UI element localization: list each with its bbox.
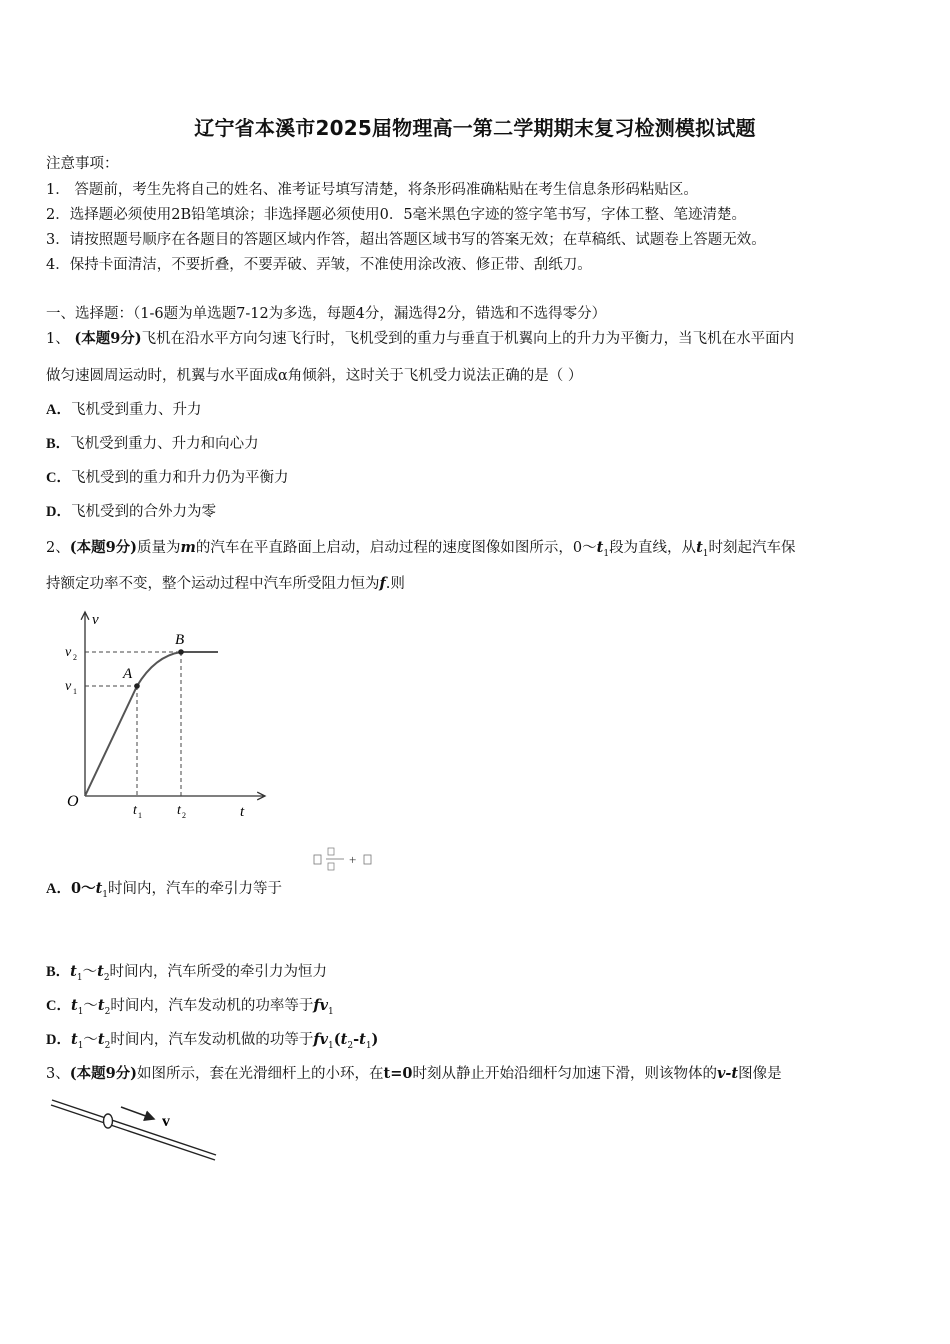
formula-plus: + — [349, 852, 357, 867]
section-heading: 一、选择题：（1-6题为单选题7-12为多选，每题4分，漏选得2分，错选和不选得零分） — [46, 306, 607, 322]
rod-upper-edge — [52, 1100, 216, 1155]
question-2-line-1: 2、(本题9分)质量为m的汽车在平直路面上启动，启动过程的速度图像如图所示，$0\sim t_1$段为直线，从$t_1$时刻起汽车保 — [46, 539, 796, 559]
point-b-dot — [178, 649, 184, 655]
velocity-label: v — [162, 1113, 170, 1130]
rod-lower-edge — [51, 1105, 215, 1160]
formula-box-num — [328, 848, 334, 855]
point-a-dot — [134, 683, 140, 689]
q1-option-c: C．飞机受到的重力和升力仍为平衡力 — [46, 470, 289, 486]
notice-item-2: 2．选择题必须使用2B铅笔填涂；非选择题必须使用0．5毫米黑色字迹的签字笔书写，字体工整、笔迹清楚。 — [46, 207, 747, 223]
t1-label: t — [133, 803, 137, 818]
v2-label: v — [65, 645, 72, 660]
option-a-formula — [312, 846, 382, 880]
q2-option-b: B．$t_1\sim t_2$时间内，汽车所受的牵引力为恒力 — [46, 963, 328, 983]
v1-sub: 1 — [73, 687, 77, 696]
question-1-line-1 — [46, 327, 794, 348]
formula-box-den — [328, 863, 334, 870]
velocity-time-graph — [55, 606, 285, 828]
formula-box-right — [364, 855, 371, 864]
t2-label: t — [177, 803, 181, 818]
v1-label: v — [65, 679, 72, 694]
q1-score: (本题9分) — [74, 330, 142, 347]
velocity-curve — [85, 652, 218, 796]
ring — [104, 1114, 113, 1128]
notice-item-3: 3．请按照题号顺序在各题目的答题区域内作答，超出答题区域书写的答案无效；在草稿纸、试题卷上答题无效。 — [46, 232, 766, 248]
notice-heading: 注意事项： — [46, 156, 119, 172]
q1-number: 1、 — [46, 331, 70, 347]
q2-option-c: C．$t_1\sim t_2$时间内，汽车发动机的功率等于$fv_1$ — [46, 997, 334, 1017]
notice-item-1: 1． 答题前，考生先将自己的姓名、准考证号填写清楚，将条形码准确粘贴在考生信息条形码粘贴区。 — [46, 182, 698, 198]
q1-option-b: B．飞机受到重力、升力和向心力 — [46, 436, 259, 452]
q1-option-d: D．飞机受到的合外力为零 — [46, 504, 216, 520]
q1-stem-2: 做匀速圆周运动时，机翼与水平面成α角倾斜，这时关于飞机受力说法正确的是（ ） — [46, 368, 583, 384]
q1-option-a: A．飞机受到重力、升力 — [46, 402, 202, 418]
q2-option-d: D．$t_1\sim t_2$时间内，汽车发动机做的功等于$fv_1(t_2-t_1)$ — [46, 1031, 379, 1051]
t1-sub: 1 — [138, 811, 142, 820]
point-a-label: A — [123, 666, 133, 682]
origin-label: O — [67, 793, 79, 810]
formula-box-left — [314, 855, 321, 864]
q1-stem-1: 飞机在沿水平方向匀速飞行时，飞机受到的重力与垂直于机翼向上的升力为平衡力，当飞机在水平面内 — [141, 331, 795, 347]
q2-option-a: A．$0\sim t_1$时间内，汽车的牵引力等于 — [46, 880, 283, 900]
question-3-line-1: 3、(本题9分)如图所示，套在光滑细杆上的小环，在t=0时刻从静止开始沿细杆匀加速下滑，则该物体的v-t图像是 — [46, 1065, 782, 1082]
v-axis-label: v — [92, 612, 99, 628]
t2-sub: 2 — [182, 811, 186, 820]
v2-sub: 2 — [73, 653, 77, 662]
point-b-label: B — [175, 632, 185, 648]
notice-item-4: 4．保持卡面清洁，不要折叠，不要弄破、弄皱，不准使用涂改液、修正带、刮纸刀。 — [46, 257, 592, 273]
ring-on-rod-figure — [48, 1092, 223, 1164]
page-title: 辽宁省本溪市2025届物理高一第二学期期末复习检测模拟试题 — [194, 116, 756, 140]
question-2-line-2: 持额定功率不变，整个运动过程中汽车所受阻力恒为f.则 — [46, 575, 405, 592]
velocity-arrow — [121, 1107, 154, 1119]
t-axis-label: t — [240, 804, 245, 820]
